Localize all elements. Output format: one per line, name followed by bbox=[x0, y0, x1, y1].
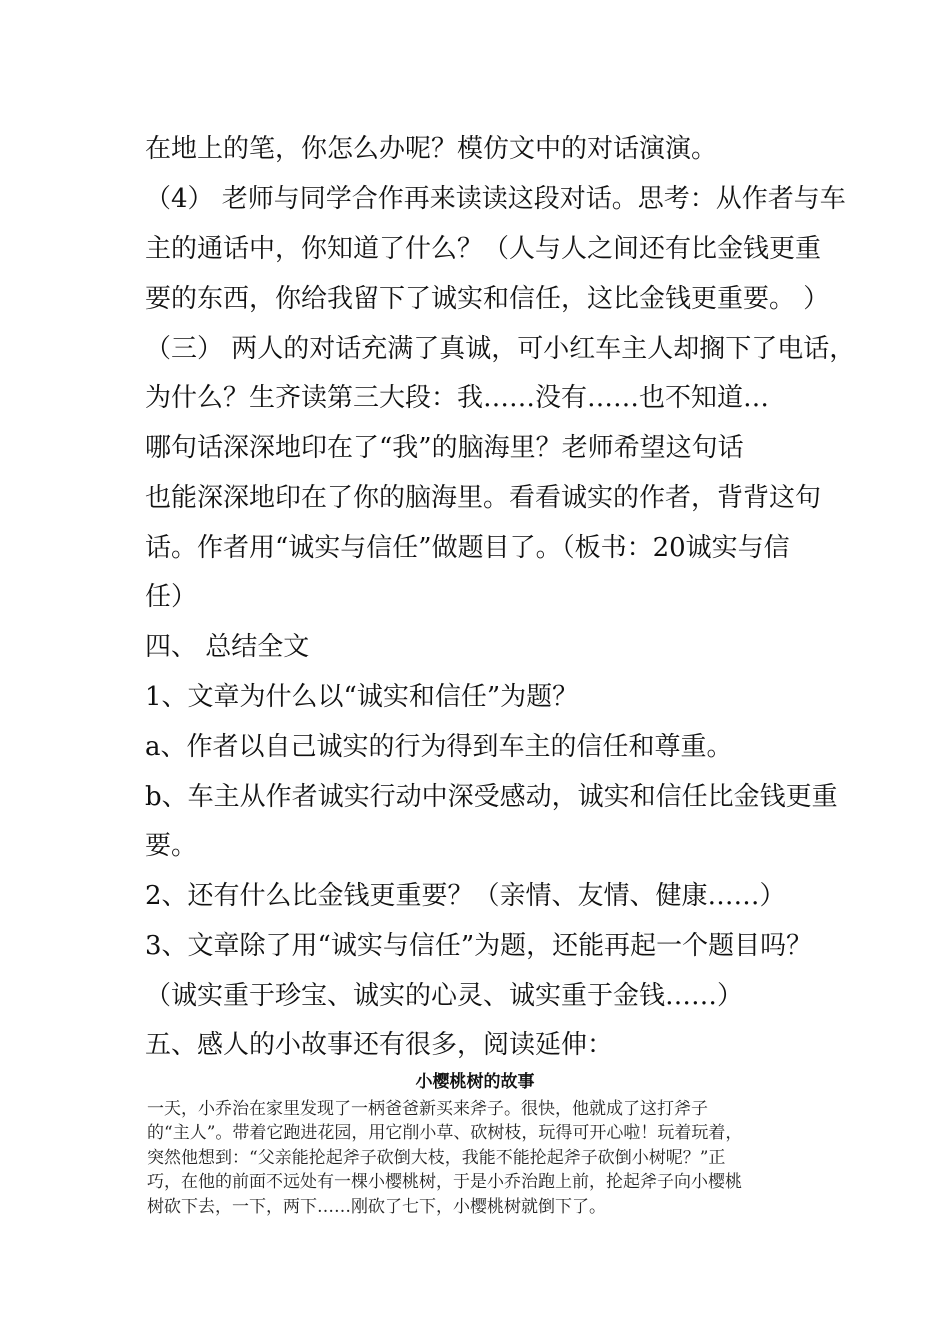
body-line: 哪句话深深地印在了“我”的脑海里？老师希望这句话 bbox=[145, 433, 744, 463]
story-line: 一天，小乔治在家里发现了一柄爸爸新买来斧子。很快，他就成了这打斧子 bbox=[147, 1099, 708, 1119]
body-line: 要。 bbox=[145, 831, 198, 861]
body-line: 任） bbox=[145, 582, 198, 612]
story-title: 小樱桃树的故事 bbox=[415, 1072, 535, 1092]
section-heading: 四、 总结全文 bbox=[145, 632, 310, 662]
body-line: a、作者以自己诚实的行为得到车主的信任和尊重。 bbox=[145, 732, 733, 762]
body-line: 主的通话中，你知道了什么？（人与人之间还有比金钱更重 bbox=[145, 234, 822, 264]
story-line: 巧，在他的前面不远处有一棵小樱桃树，于是小乔治跑上前，抡起斧子向小樱桃 bbox=[147, 1172, 742, 1192]
body-line: 要的东西，你给我留下了诚实和信任，这比金钱更重要。 ） bbox=[145, 284, 830, 314]
body-line: 1、文章为什么以“诚实和信任”为题？ bbox=[145, 682, 579, 712]
body-line: 3、文章除了用“诚实与信任”为题，还能再起一个题目吗？ bbox=[145, 931, 813, 961]
section-heading: 五、感人的小故事还有很多，阅读延伸： bbox=[145, 1030, 614, 1060]
body-line: （三） 两人的对话充满了真诚，可小红车主人却搁下了电话， bbox=[145, 334, 856, 364]
body-line: b、车主从作者诚实行动中深受感动，诚实和信任比金钱更重 bbox=[145, 782, 838, 812]
body-line: 话。作者用“诚实与信任”做题目了。（板书：20诚实与信 bbox=[145, 533, 790, 563]
story-line: 树砍下去，一下，两下……刚砍了七下，小樱桃树就倒下了。 bbox=[147, 1197, 606, 1217]
body-line: （4） 老师与同学合作再来读读这段对话。思考：从作者与车 bbox=[145, 184, 846, 214]
story-line: 的“主人”。带着它跑进花园，用它削小草、砍树枝，玩得可开心啦！玩着玩着， bbox=[147, 1123, 743, 1143]
body-line: 在地上的笔，你怎么办呢？模仿文中的对话演演。 bbox=[145, 134, 718, 164]
body-line: （诚实重于珍宝、诚实的心灵、诚实重于金钱……） bbox=[145, 981, 744, 1011]
body-line: 为什么？生齐读第三大段：我……没有……也不知道… bbox=[145, 383, 770, 413]
body-line: 2、还有什么比金钱更重要？（亲情、友情、健康……） bbox=[145, 881, 786, 911]
story-line: 突然他想到：“父亲能抡起斧子砍倒大枝，我能不能抡起斧子砍倒小树呢？”正 bbox=[147, 1148, 726, 1168]
body-line: 也能深深地印在了你的脑海里。看看诚实的作者，背背这句 bbox=[145, 483, 822, 513]
